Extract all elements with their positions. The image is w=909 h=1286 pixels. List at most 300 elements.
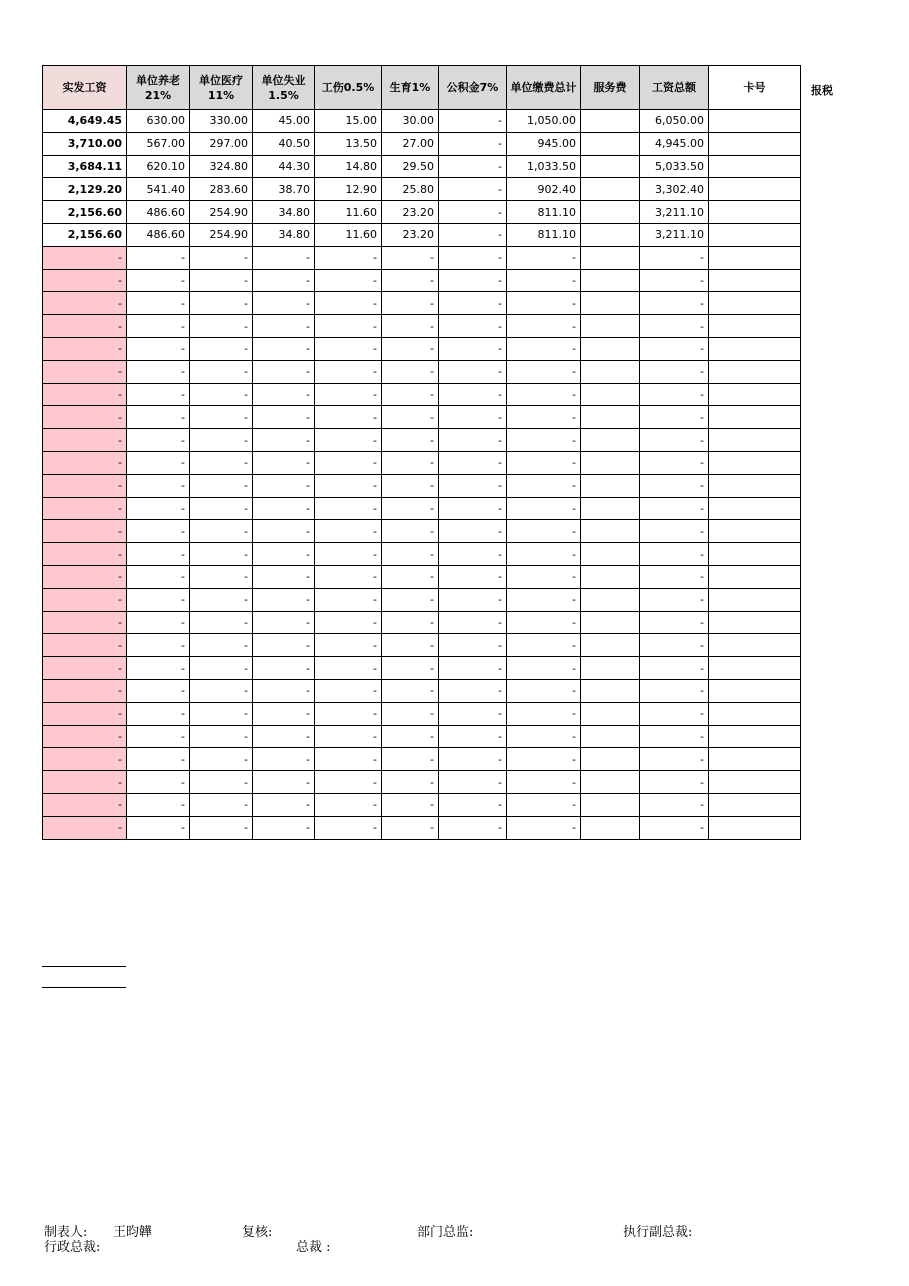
header-unemployment[interactable]: 单位失业1.5% — [253, 66, 315, 110]
cell-medical[interactable]: - — [190, 520, 253, 543]
cell-card-number[interactable] — [709, 383, 801, 406]
cell-gross-salary[interactable]: - — [640, 360, 709, 383]
cell-pension[interactable]: - — [127, 451, 190, 474]
cell-gross-salary[interactable]: - — [640, 315, 709, 338]
cell-injury[interactable]: - — [315, 793, 382, 816]
cell-injury[interactable]: - — [315, 406, 382, 429]
cell-pension[interactable]: 620.10 — [127, 155, 190, 178]
cell-housing-fund[interactable]: - — [439, 771, 507, 794]
cell-maternity[interactable]: - — [382, 451, 439, 474]
header-card-number[interactable]: 卡号 — [709, 66, 801, 110]
cell-gross-salary[interactable]: 4,945.00 — [640, 132, 709, 155]
cell-net-pay[interactable]: - — [43, 337, 127, 360]
cell-unemployment[interactable]: - — [253, 429, 315, 452]
cell-unemployment[interactable]: - — [253, 565, 315, 588]
cell-unemployment[interactable]: 38.70 — [253, 178, 315, 201]
cell-injury[interactable]: - — [315, 634, 382, 657]
cell-unemployment[interactable]: - — [253, 725, 315, 748]
cell-net-pay[interactable]: 3,684.11 — [43, 155, 127, 178]
cell-maternity[interactable]: - — [382, 725, 439, 748]
cell-company-total[interactable]: - — [507, 793, 581, 816]
cell-gross-salary[interactable]: - — [640, 292, 709, 315]
cell-medical[interactable]: - — [190, 246, 253, 269]
cell-medical[interactable]: - — [190, 429, 253, 452]
cell-card-number[interactable] — [709, 634, 801, 657]
cell-maternity[interactable]: - — [382, 497, 439, 520]
cell-unemployment[interactable]: - — [253, 634, 315, 657]
cell-injury[interactable]: 11.60 — [315, 201, 382, 224]
cell-housing-fund[interactable]: - — [439, 292, 507, 315]
cell-service-fee[interactable] — [581, 429, 640, 452]
cell-service-fee[interactable] — [581, 132, 640, 155]
cell-pension[interactable]: - — [127, 748, 190, 771]
cell-gross-salary[interactable]: - — [640, 406, 709, 429]
cell-gross-salary[interactable]: - — [640, 565, 709, 588]
cell-pension[interactable]: - — [127, 611, 190, 634]
cell-pension[interactable]: - — [127, 246, 190, 269]
cell-unemployment[interactable]: - — [253, 748, 315, 771]
cell-card-number[interactable] — [709, 269, 801, 292]
cell-card-number[interactable] — [709, 451, 801, 474]
cell-card-number[interactable] — [709, 155, 801, 178]
cell-housing-fund[interactable]: - — [439, 201, 507, 224]
header-net-pay[interactable]: 实发工资 — [43, 66, 127, 110]
cell-maternity[interactable]: - — [382, 771, 439, 794]
cell-medical[interactable]: - — [190, 725, 253, 748]
cell-medical[interactable]: - — [190, 657, 253, 680]
cell-unemployment[interactable]: - — [253, 588, 315, 611]
cell-gross-salary[interactable]: 3,211.10 — [640, 223, 709, 246]
cell-net-pay[interactable]: - — [43, 246, 127, 269]
cell-company-total[interactable]: - — [507, 451, 581, 474]
cell-gross-salary[interactable]: - — [640, 657, 709, 680]
cell-maternity[interactable]: - — [382, 702, 439, 725]
cell-maternity[interactable]: - — [382, 474, 439, 497]
cell-medical[interactable]: - — [190, 588, 253, 611]
cell-card-number[interactable] — [709, 223, 801, 246]
cell-housing-fund[interactable]: - — [439, 269, 507, 292]
cell-service-fee[interactable] — [581, 292, 640, 315]
cell-service-fee[interactable] — [581, 178, 640, 201]
cell-card-number[interactable] — [709, 725, 801, 748]
cell-gross-salary[interactable]: - — [640, 337, 709, 360]
cell-net-pay[interactable]: 2,129.20 — [43, 178, 127, 201]
cell-housing-fund[interactable]: - — [439, 360, 507, 383]
cell-gross-salary[interactable]: - — [640, 383, 709, 406]
cell-gross-salary[interactable]: 3,211.10 — [640, 201, 709, 224]
cell-company-total[interactable]: 1,050.00 — [507, 110, 581, 133]
cell-pension[interactable]: - — [127, 793, 190, 816]
cell-medical[interactable]: - — [190, 702, 253, 725]
cell-pension[interactable]: 486.60 — [127, 201, 190, 224]
cell-gross-salary[interactable]: - — [640, 429, 709, 452]
cell-net-pay[interactable]: - — [43, 474, 127, 497]
cell-maternity[interactable]: - — [382, 269, 439, 292]
cell-pension[interactable]: - — [127, 360, 190, 383]
cell-housing-fund[interactable]: - — [439, 748, 507, 771]
cell-unemployment[interactable]: 44.30 — [253, 155, 315, 178]
cell-housing-fund[interactable]: - — [439, 611, 507, 634]
cell-injury[interactable]: - — [315, 520, 382, 543]
cell-unemployment[interactable]: - — [253, 292, 315, 315]
header-service-fee[interactable]: 服务费 — [581, 66, 640, 110]
cell-pension[interactable]: - — [127, 702, 190, 725]
cell-company-total[interactable]: 811.10 — [507, 201, 581, 224]
cell-service-fee[interactable] — [581, 657, 640, 680]
cell-company-total[interactable]: - — [507, 429, 581, 452]
cell-company-total[interactable]: - — [507, 292, 581, 315]
cell-unemployment[interactable]: - — [253, 383, 315, 406]
cell-medical[interactable]: - — [190, 793, 253, 816]
cell-medical[interactable]: 297.00 — [190, 132, 253, 155]
cell-medical[interactable]: - — [190, 474, 253, 497]
cell-card-number[interactable] — [709, 588, 801, 611]
cell-company-total[interactable]: 1,033.50 — [507, 155, 581, 178]
cell-unemployment[interactable]: - — [253, 793, 315, 816]
cell-housing-fund[interactable]: - — [439, 793, 507, 816]
cell-maternity[interactable]: 30.00 — [382, 110, 439, 133]
cell-net-pay[interactable]: - — [43, 565, 127, 588]
cell-company-total[interactable]: - — [507, 497, 581, 520]
cell-service-fee[interactable] — [581, 725, 640, 748]
cell-net-pay[interactable]: - — [43, 360, 127, 383]
cell-medical[interactable]: - — [190, 679, 253, 702]
cell-gross-salary[interactable]: - — [640, 748, 709, 771]
cell-maternity[interactable]: 23.20 — [382, 223, 439, 246]
cell-service-fee[interactable] — [581, 223, 640, 246]
cell-unemployment[interactable]: - — [253, 474, 315, 497]
header-injury[interactable]: 工伤0.5% — [315, 66, 382, 110]
cell-card-number[interactable] — [709, 543, 801, 566]
header-maternity[interactable]: 生育1% — [382, 66, 439, 110]
cell-company-total[interactable]: 902.40 — [507, 178, 581, 201]
cell-card-number[interactable] — [709, 429, 801, 452]
header-company-total[interactable]: 单位缴费总计 — [507, 66, 581, 110]
cell-maternity[interactable]: - — [382, 634, 439, 657]
cell-housing-fund[interactable]: - — [439, 725, 507, 748]
cell-unemployment[interactable]: 40.50 — [253, 132, 315, 155]
cell-medical[interactable]: - — [190, 360, 253, 383]
cell-card-number[interactable] — [709, 748, 801, 771]
cell-unemployment[interactable]: 34.80 — [253, 223, 315, 246]
cell-medical[interactable]: 254.90 — [190, 223, 253, 246]
cell-medical[interactable]: - — [190, 315, 253, 338]
header-gross-salary[interactable]: 工资总额 — [640, 66, 709, 110]
cell-maternity[interactable]: 27.00 — [382, 132, 439, 155]
cell-housing-fund[interactable]: - — [439, 155, 507, 178]
cell-injury[interactable]: - — [315, 702, 382, 725]
cell-net-pay[interactable]: - — [43, 816, 127, 839]
cell-gross-salary[interactable]: - — [640, 246, 709, 269]
cell-pension[interactable]: - — [127, 657, 190, 680]
cell-maternity[interactable]: 23.20 — [382, 201, 439, 224]
cell-net-pay[interactable]: - — [43, 315, 127, 338]
cell-pension[interactable]: - — [127, 406, 190, 429]
cell-injury[interactable]: - — [315, 315, 382, 338]
cell-company-total[interactable]: - — [507, 657, 581, 680]
cell-pension[interactable]: - — [127, 337, 190, 360]
cell-pension[interactable]: - — [127, 816, 190, 839]
cell-service-fee[interactable] — [581, 337, 640, 360]
cell-service-fee[interactable] — [581, 451, 640, 474]
cell-net-pay[interactable]: - — [43, 269, 127, 292]
cell-medical[interactable]: 324.80 — [190, 155, 253, 178]
cell-company-total[interactable]: - — [507, 725, 581, 748]
cell-pension[interactable]: 541.40 — [127, 178, 190, 201]
cell-pension[interactable]: - — [127, 474, 190, 497]
cell-injury[interactable]: - — [315, 451, 382, 474]
cell-maternity[interactable]: - — [382, 292, 439, 315]
cell-company-total[interactable]: - — [507, 543, 581, 566]
cell-maternity[interactable]: - — [382, 406, 439, 429]
cell-pension[interactable]: - — [127, 725, 190, 748]
cell-unemployment[interactable]: - — [253, 816, 315, 839]
cell-injury[interactable]: 11.60 — [315, 223, 382, 246]
header-medical[interactable]: 单位医疗11% — [190, 66, 253, 110]
cell-net-pay[interactable]: - — [43, 429, 127, 452]
cell-injury[interactable]: - — [315, 383, 382, 406]
cell-company-total[interactable]: 811.10 — [507, 223, 581, 246]
cell-injury[interactable]: - — [315, 474, 382, 497]
cell-housing-fund[interactable]: - — [439, 110, 507, 133]
cell-card-number[interactable] — [709, 246, 801, 269]
cell-maternity[interactable]: - — [382, 246, 439, 269]
cell-injury[interactable]: 15.00 — [315, 110, 382, 133]
cell-unemployment[interactable]: - — [253, 451, 315, 474]
cell-injury[interactable]: - — [315, 269, 382, 292]
cell-service-fee[interactable] — [581, 383, 640, 406]
cell-company-total[interactable]: - — [507, 269, 581, 292]
cell-service-fee[interactable] — [581, 816, 640, 839]
cell-maternity[interactable]: - — [382, 657, 439, 680]
cell-pension[interactable]: - — [127, 679, 190, 702]
cell-company-total[interactable]: - — [507, 748, 581, 771]
cell-maternity[interactable]: - — [382, 315, 439, 338]
cell-injury[interactable]: - — [315, 748, 382, 771]
cell-injury[interactable]: - — [315, 725, 382, 748]
cell-card-number[interactable] — [709, 132, 801, 155]
cell-card-number[interactable] — [709, 110, 801, 133]
cell-net-pay[interactable]: - — [43, 771, 127, 794]
cell-company-total[interactable]: - — [507, 816, 581, 839]
cell-service-fee[interactable] — [581, 565, 640, 588]
cell-injury[interactable]: 12.90 — [315, 178, 382, 201]
cell-gross-salary[interactable]: - — [640, 771, 709, 794]
header-tax[interactable]: 报税 — [811, 84, 833, 97]
cell-company-total[interactable]: - — [507, 702, 581, 725]
cell-net-pay[interactable]: - — [43, 497, 127, 520]
cell-card-number[interactable] — [709, 337, 801, 360]
cell-medical[interactable]: - — [190, 337, 253, 360]
cell-net-pay[interactable]: - — [43, 679, 127, 702]
cell-unemployment[interactable]: - — [253, 246, 315, 269]
cell-service-fee[interactable] — [581, 406, 640, 429]
cell-net-pay[interactable]: - — [43, 292, 127, 315]
cell-maternity[interactable]: - — [382, 520, 439, 543]
cell-medical[interactable]: - — [190, 634, 253, 657]
cell-net-pay[interactable]: - — [43, 611, 127, 634]
cell-net-pay[interactable]: 3,710.00 — [43, 132, 127, 155]
cell-medical[interactable]: - — [190, 292, 253, 315]
cell-card-number[interactable] — [709, 565, 801, 588]
cell-company-total[interactable]: - — [507, 771, 581, 794]
cell-gross-salary[interactable]: - — [640, 543, 709, 566]
cell-housing-fund[interactable]: - — [439, 223, 507, 246]
cell-service-fee[interactable] — [581, 611, 640, 634]
cell-gross-salary[interactable]: 6,050.00 — [640, 110, 709, 133]
cell-unemployment[interactable]: - — [253, 520, 315, 543]
cell-pension[interactable]: 630.00 — [127, 110, 190, 133]
cell-company-total[interactable]: - — [507, 611, 581, 634]
cell-unemployment[interactable]: - — [253, 702, 315, 725]
cell-gross-salary[interactable]: - — [640, 588, 709, 611]
cell-card-number[interactable] — [709, 771, 801, 794]
cell-service-fee[interactable] — [581, 246, 640, 269]
cell-card-number[interactable] — [709, 497, 801, 520]
cell-housing-fund[interactable]: - — [439, 406, 507, 429]
cell-injury[interactable]: - — [315, 543, 382, 566]
cell-net-pay[interactable]: - — [43, 725, 127, 748]
cell-gross-salary[interactable]: - — [640, 611, 709, 634]
cell-injury[interactable]: - — [315, 657, 382, 680]
cell-maternity[interactable]: 25.80 — [382, 178, 439, 201]
cell-injury[interactable]: - — [315, 429, 382, 452]
cell-service-fee[interactable] — [581, 634, 640, 657]
cell-service-fee[interactable] — [581, 110, 640, 133]
cell-unemployment[interactable]: - — [253, 771, 315, 794]
cell-gross-salary[interactable]: - — [640, 679, 709, 702]
cell-medical[interactable]: - — [190, 269, 253, 292]
cell-gross-salary[interactable]: - — [640, 269, 709, 292]
cell-net-pay[interactable]: - — [43, 543, 127, 566]
cell-company-total[interactable]: - — [507, 520, 581, 543]
cell-maternity[interactable]: - — [382, 748, 439, 771]
cell-pension[interactable]: - — [127, 634, 190, 657]
cell-service-fee[interactable] — [581, 315, 640, 338]
cell-company-total[interactable]: - — [507, 679, 581, 702]
cell-net-pay[interactable]: 2,156.60 — [43, 201, 127, 224]
cell-card-number[interactable] — [709, 520, 801, 543]
cell-net-pay[interactable]: - — [43, 657, 127, 680]
cell-service-fee[interactable] — [581, 269, 640, 292]
cell-gross-salary[interactable]: - — [640, 520, 709, 543]
cell-company-total[interactable]: - — [507, 474, 581, 497]
cell-maternity[interactable]: 29.50 — [382, 155, 439, 178]
cell-housing-fund[interactable]: - — [439, 474, 507, 497]
cell-net-pay[interactable]: - — [43, 702, 127, 725]
cell-card-number[interactable] — [709, 657, 801, 680]
cell-company-total[interactable]: - — [507, 315, 581, 338]
cell-company-total[interactable]: - — [507, 406, 581, 429]
cell-housing-fund[interactable]: - — [439, 246, 507, 269]
cell-maternity[interactable]: - — [382, 383, 439, 406]
cell-injury[interactable]: - — [315, 337, 382, 360]
cell-net-pay[interactable]: - — [43, 793, 127, 816]
cell-medical[interactable]: - — [190, 497, 253, 520]
cell-housing-fund[interactable]: - — [439, 178, 507, 201]
cell-unemployment[interactable]: 45.00 — [253, 110, 315, 133]
cell-gross-salary[interactable]: 5,033.50 — [640, 155, 709, 178]
cell-net-pay[interactable]: - — [43, 520, 127, 543]
cell-unemployment[interactable]: - — [253, 315, 315, 338]
cell-unemployment[interactable]: - — [253, 337, 315, 360]
cell-maternity[interactable]: - — [382, 360, 439, 383]
cell-service-fee[interactable] — [581, 679, 640, 702]
cell-medical[interactable]: - — [190, 383, 253, 406]
header-pension[interactable]: 单位养老21% — [127, 66, 190, 110]
cell-gross-salary[interactable]: 3,302.40 — [640, 178, 709, 201]
cell-medical[interactable]: - — [190, 748, 253, 771]
cell-unemployment[interactable]: - — [253, 611, 315, 634]
cell-injury[interactable]: - — [315, 611, 382, 634]
cell-service-fee[interactable] — [581, 702, 640, 725]
cell-card-number[interactable] — [709, 315, 801, 338]
cell-net-pay[interactable]: - — [43, 634, 127, 657]
cell-gross-salary[interactable]: - — [640, 702, 709, 725]
cell-pension[interactable]: - — [127, 429, 190, 452]
cell-maternity[interactable]: - — [382, 337, 439, 360]
cell-company-total[interactable]: - — [507, 360, 581, 383]
cell-card-number[interactable] — [709, 474, 801, 497]
cell-housing-fund[interactable]: - — [439, 497, 507, 520]
cell-gross-salary[interactable]: - — [640, 816, 709, 839]
cell-injury[interactable]: 13.50 — [315, 132, 382, 155]
cell-maternity[interactable]: - — [382, 588, 439, 611]
cell-service-fee[interactable] — [581, 748, 640, 771]
cell-pension[interactable]: - — [127, 543, 190, 566]
cell-service-fee[interactable] — [581, 543, 640, 566]
cell-injury[interactable]: - — [315, 360, 382, 383]
cell-net-pay[interactable]: - — [43, 748, 127, 771]
cell-company-total[interactable]: - — [507, 565, 581, 588]
cell-unemployment[interactable]: - — [253, 497, 315, 520]
cell-unemployment[interactable]: - — [253, 269, 315, 292]
cell-service-fee[interactable] — [581, 497, 640, 520]
cell-maternity[interactable]: - — [382, 429, 439, 452]
cell-medical[interactable]: - — [190, 771, 253, 794]
cell-net-pay[interactable]: 2,156.60 — [43, 223, 127, 246]
cell-housing-fund[interactable]: - — [439, 565, 507, 588]
cell-pension[interactable]: 486.60 — [127, 223, 190, 246]
cell-unemployment[interactable]: - — [253, 543, 315, 566]
cell-housing-fund[interactable]: - — [439, 520, 507, 543]
cell-card-number[interactable] — [709, 360, 801, 383]
cell-pension[interactable]: - — [127, 771, 190, 794]
cell-gross-salary[interactable]: - — [640, 725, 709, 748]
cell-housing-fund[interactable]: - — [439, 337, 507, 360]
cell-net-pay[interactable]: - — [43, 588, 127, 611]
cell-card-number[interactable] — [709, 702, 801, 725]
cell-net-pay[interactable]: - — [43, 406, 127, 429]
cell-pension[interactable]: - — [127, 497, 190, 520]
cell-pension[interactable]: - — [127, 292, 190, 315]
cell-housing-fund[interactable]: - — [439, 679, 507, 702]
cell-service-fee[interactable] — [581, 360, 640, 383]
cell-card-number[interactable] — [709, 679, 801, 702]
cell-injury[interactable]: - — [315, 565, 382, 588]
cell-medical[interactable]: 254.90 — [190, 201, 253, 224]
cell-injury[interactable]: 14.80 — [315, 155, 382, 178]
cell-gross-salary[interactable]: - — [640, 497, 709, 520]
cell-pension[interactable]: - — [127, 269, 190, 292]
cell-unemployment[interactable]: - — [253, 360, 315, 383]
cell-card-number[interactable] — [709, 178, 801, 201]
cell-service-fee[interactable] — [581, 520, 640, 543]
cell-card-number[interactable] — [709, 406, 801, 429]
cell-unemployment[interactable]: 34.80 — [253, 201, 315, 224]
cell-card-number[interactable] — [709, 816, 801, 839]
cell-service-fee[interactable] — [581, 588, 640, 611]
